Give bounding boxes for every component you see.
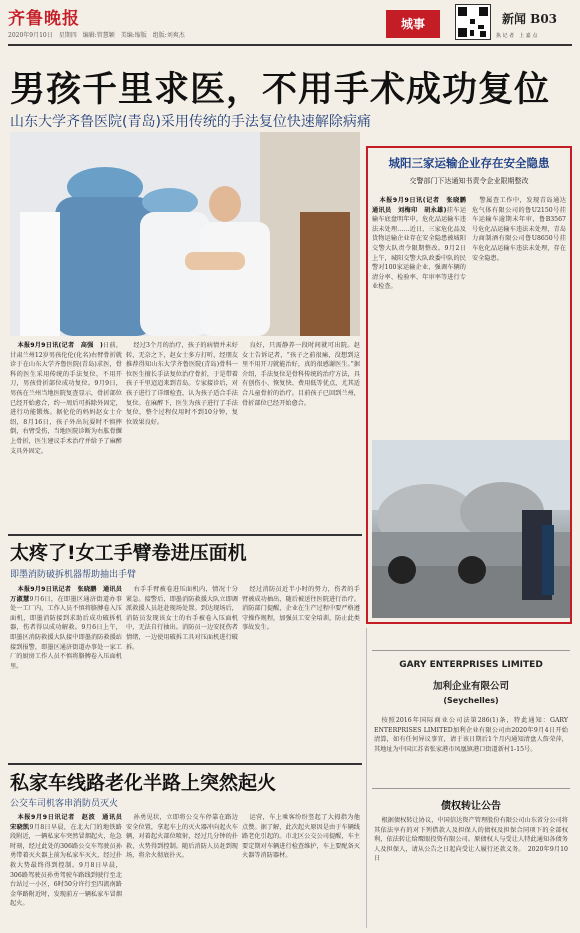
column-divider [366,628,367,928]
ad2-body [374,816,568,928]
ad2-text: 根据债权转让协议，中国信达资产管理股份有限公司山东省分公司将其依法享有的对下列借款人及担保人的债权及担保合同项下的全部权利，依法转让给鹰眼投资有限公司。原债权人与受让人特此通知各债务人及担保人，请从公告之日起向受让人履行还款义务。 2020年9月10日 [374,817,568,863]
ad1-title: GARY ENTERPRISES LIMITED [399,660,543,670]
page-label: 新闻 B03 [502,12,558,26]
ad-rule-2 [372,788,570,789]
sidebar-subheadline: 交警部门下达通知书责令企业限期整改 [409,177,529,185]
lead-column-1 [10,341,122,533]
ad1-country: (Seychelles) [443,696,499,705]
ad2-title: 债权转让公告 [441,801,501,812]
story2-subheadline: 即墨消防破拆机器帮助抽出手臂 [10,570,137,580]
ad1-text: 按照2016年国际商业公司法第286(1)条，特此通知：GARY ENTERPRISES LIMITED加利企业有限公司由2020年9月4日开始清算，如有任何异议事宜，请于该日期后1个月内通知清盘人詹荣萍，其地址为中国江苏省张家港市凤凰镇港口街道新村1-15号。 [374,717,568,753]
story2-body: 9月6日，在即墨区通济街道办事处一工厂内，工作人员不慎将胳膊卷入压面机，即墨消防接到求助后成功破拆机器，伤者得以成功解救。9月6日上午，即墨区消防救援大队接中即墨消防救援站接到报警，即墨区通济街道办事处一家工厂的厨房工作人员不慎将胳膊卷入压面机里。 [10,595,122,670]
qr-code-icon [455,4,491,40]
lead-column-2: 经过3个月的治疗，孩子的病情并未好转，无奈之下，赵女士多方打听，经朋友推荐得知山东大学齐鲁医院(青岛)骨科一位医生擅长手法复位治疗骨折，于是带着孩子千里迢迢来到青岛。专家接诊后，对孩子进行了详细检查，认为孩子适合手法复位。在麻醉下，医生为孩子进行了手法复位，整个过程仅用时不到10分钟，复位效果良好。 [126,342,238,426]
story2-byline: 本报9月9日讯记者 张晓鹏 通讯员 万淑慧 [10,586,129,603]
story2-column-3: 经过消防员近半小时的努力，伤者的手臂被成功抽出，随后被送往医院进行治疗。消防部门提醒，企业在生产过程中要严格遵守操作规程，加强员工安全培训，防止此类事故发生。 [242,586,360,632]
story3-column-2: 孙勇见状，立即将公交车停靠在路边安全位置，拿起车上的灭火器冲向起火车辆，对着起火部位喷射，经过几分钟的扑救，火势得到控制。随后消防人员赶到现场，将余火彻底扑灭。 [126,814,238,860]
story3-column-3: 运营，车上乘客纷纷竖起了大拇指为他点赞。据了解，此次起火原因是由于车辆线路老化引起的。市北区公交公司提醒，车主要定期对车辆进行检查维护，车上要配备灭火器等消防器材。 [242,814,360,860]
editors-line: 执 记 者 上 嘉 点 [496,33,538,39]
story2-headline: 太疼了!女工手臂卷进压面机 [10,542,247,564]
newspaper-logo: 齐鲁晚报 [8,9,80,29]
lead-byline: 本报9月9日讯(记者 高强 ) [17,342,103,349]
section-rule-2 [8,763,362,765]
sidebar-body-1: 挂车运输车底盘明年申，危化品运输车违法未处理……近日，三家危化品及货物运输企业存在安全隐患被城阳交警大队责令限期整改。9月2日上午，城阳交警大队政委中队的民警对100家运输企业、强调车辆的清分率、检验率、年审率等进行专业检查。 [372,206,467,291]
story3-headline: 私家车线路老化半路上突然起火 [10,772,277,794]
lead-photo [10,132,360,336]
ad-rule [372,650,570,651]
sidebar-headline: 城阳三家运输企业存在安全隐患 [388,156,550,170]
story3-subheadline: 公交车司机客串消防员灭火 [10,799,119,809]
sidebar-body-2: 警属查工作中，发现青岛通达危气体有限公司的鲁U2150号挂车运输车逾期未年审，鲁B3567号危化品运输车违法未处理，青岛力商制酒有限公司鲁U8650号挂车危化品运输车违法未处理，存在安全隐患。 [472,197,566,262]
sidebar-column-1 [372,196,473,436]
lead-subheadline: 山东大学齐鲁医院(青岛)采用传统的手法复位快速解除病痛 [10,114,371,130]
ad1-body [374,716,568,778]
ad1-title-cn: 加利企业有限公司 [432,681,509,692]
issue-meta: 2020年9月10日 星期四 编辑:管慧颖 美编:缩版 组版:刘爽杰 [8,32,185,39]
story2-column-2: 右手手臂被卷进压面机内，情况十分紧急。接警后，即墨消防救援大队立即调派救援人员赶赴现场处置。到达现场后，消防员发现该女士的右手被卷入压面机中，无法自行抽出。消防员一边安抚伤者情绪，一边使用破拆工具对压面机进行破拆。 [126,586,238,651]
masthead-rule [8,44,572,46]
lead-headline: 男孩千里求医，不用手术成功复位 [10,70,551,110]
lead-body: 日前，甘肃兰州12岁男孩伦伦(化名)右臂骨折就诊于在山东大学齐鲁医院(青岛)求医，骨科的医生采用传统的手法复位，不用开刀，男孩骨折部位成功复位。9月9日，男孩在兰州当地医院复查显示，骨折部位已经开始愈合，约一周后可拆除外固定，进行功能锻炼。据伦伦的妈妈赵女士介绍，8月16日，孩子外出玩耍时不慎摔倒，右臂受伤，当地医院诊断为右肱骨髁上骨折，医生建议手术治疗并给予了麻醉支具外固定。 [10,342,123,455]
section-rule [8,534,362,536]
story3-byline: 本报9月9日讯记者 赵波 通讯员 宋晓凯 [10,814,129,831]
truck-photo [372,440,570,618]
lead-column-3: 良好，只需静养一段时间就可出院。赵女士告诉记者，“孩子之前很痛，没想到这里不用开刀就能治好，真的很感谢医生。”据介绍，手法复位是骨科传统的治疗方法，具有创伤小、恢复快、费用低等优点，尤其适合儿童骨折的治疗。目前孩子已回到兰州，骨折部位已经开始愈合。 [242,342,360,407]
story2-column-1 [10,585,129,757]
sidebar-column-2 [472,196,566,436]
sidebar-byline: 本报9月9日讯(记者 张晓鹏 通讯员 刘梅印 胡永雄) [372,197,473,214]
section-tab: 城事 [386,10,440,38]
story3-column-1 [10,813,129,928]
story3-body: 9月8日早晨，在北大门的地铁路段附近，一辆私家车突然冒烟起火，危急时刻，经过此处的306路公交车驾驶员孙勇带着灭火器上前为私家车灭火，经过扑救大势最终得到控制。9月8日早晨，306路驾驶员孙勇驾驶车路线到驶行至北台站过一小区，6时50分许行至四流南路金华路附近时，发现前方一辆私家车冒烟起火。 [10,823,122,908]
